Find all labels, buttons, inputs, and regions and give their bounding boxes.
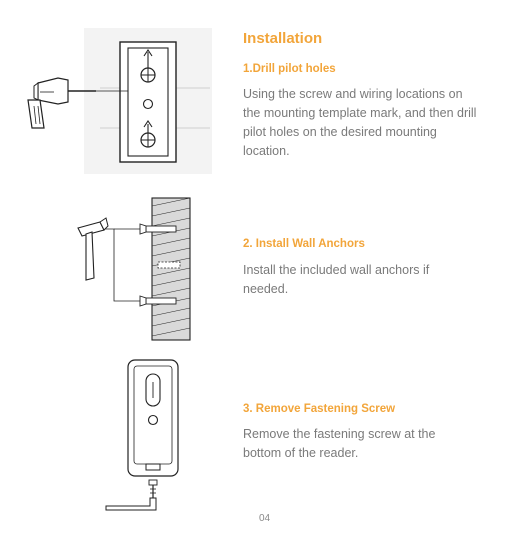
card-reader-device xyxy=(128,360,178,476)
step-3-body: Remove the fastening screw at the bottom of the reader. xyxy=(243,427,436,460)
fastening-screw-icon xyxy=(149,480,157,498)
wall-anchor-illustration xyxy=(70,196,210,344)
drill-template-illustration xyxy=(10,28,220,176)
page-number: 04 xyxy=(258,513,271,524)
hex-key-icon xyxy=(106,498,156,510)
wall-cross-section xyxy=(152,198,190,340)
reader-screw-illustration xyxy=(100,356,210,516)
step-1-body: Using the screw and wiring locations on the mounting template mark, and then drill pilot holes on the desired mounting location. xyxy=(243,87,477,158)
step-2-body: Install the included wall anchors if needed. xyxy=(243,263,430,296)
step-2-title: 2. Install Wall Anchors xyxy=(243,238,365,250)
mounting-template xyxy=(120,42,176,162)
hammer-icon xyxy=(78,218,108,280)
step-3-title: 3. Remove Fastening Screw xyxy=(243,403,396,415)
step-1-title: 1.Drill pilot holes xyxy=(243,63,336,75)
section-heading: Installation xyxy=(243,30,323,47)
